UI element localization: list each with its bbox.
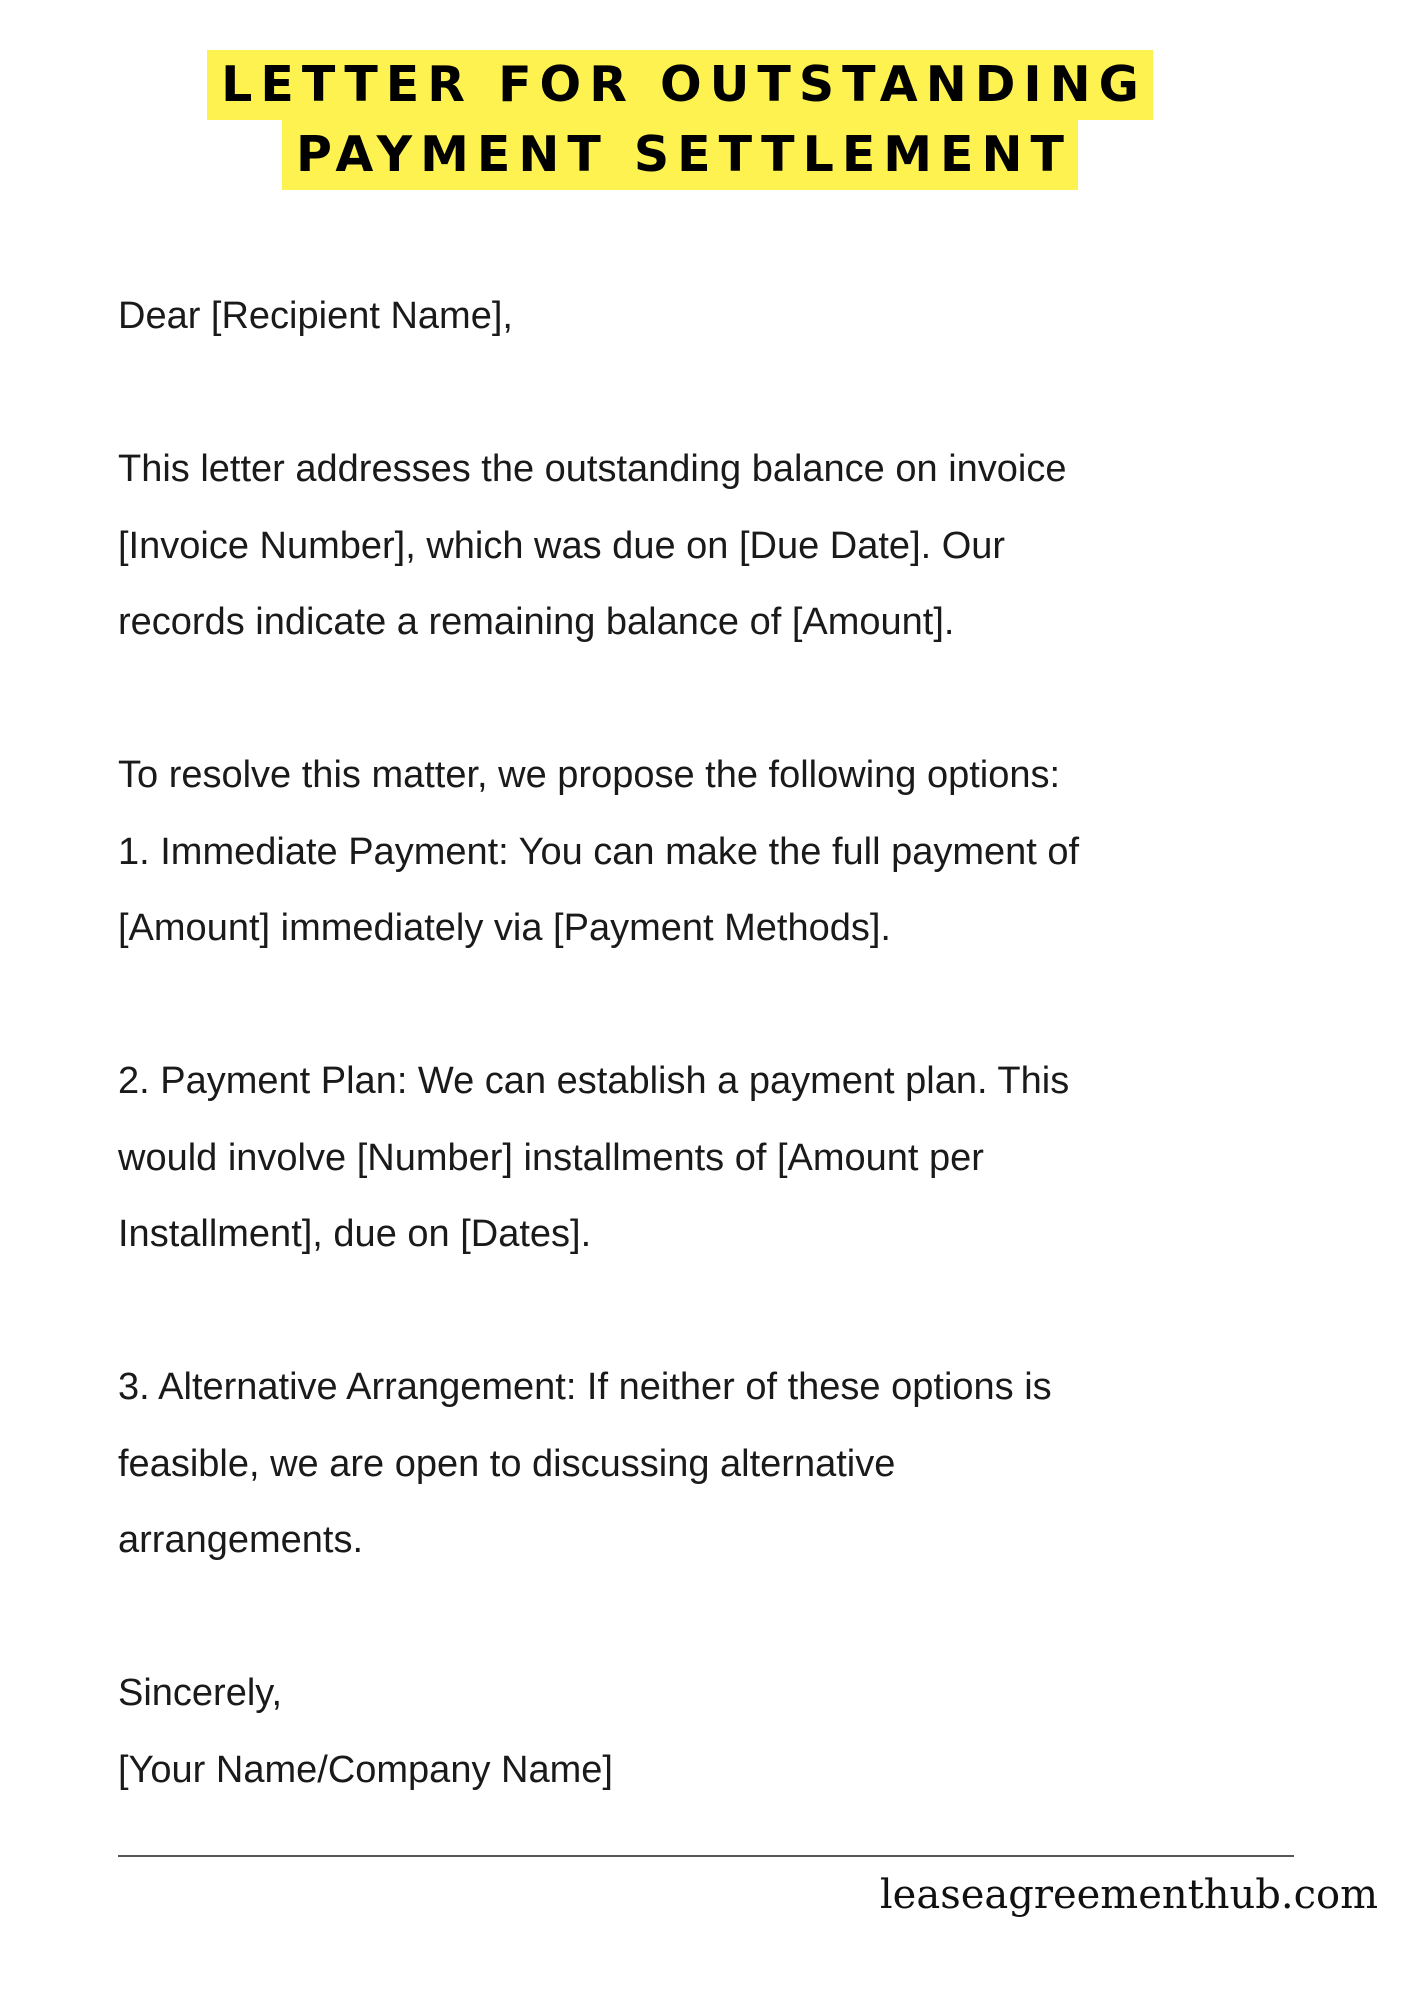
option-1-line: [Amount] immediately via [Payment Methods]. [118,907,891,949]
option-3-line: 3. Alternative Arrangement: If neither of these options is [118,1366,1052,1408]
intro-line: [Invoice Number], which was due on [Due Date]. Our [118,524,1006,567]
intro-paragraph [118,431,1348,661]
title-row-1 [0,50,1360,120]
option-3-paragraph [118,1349,1348,1579]
title-row-2 [0,120,1360,190]
footer-divider [118,1855,1294,1857]
closing: Sincerely, [118,1672,283,1714]
paragraph-gap [118,661,1348,738]
paragraph-gap [118,967,1348,1044]
signature: [Your Name/Company Name] [118,1748,613,1791]
intro-line: This letter addresses the outstanding balance on invoice [118,448,1067,490]
paragraph-gap [118,355,1348,432]
title-line-1: LETTER FOR OUTSTANDING [207,50,1153,120]
intro-line: records indicate a remaining balance of [Amount]. [118,601,955,643]
option-3-line: feasible, we are open to discussing alternative [118,1442,896,1485]
paragraph-gap [118,1273,1348,1350]
letter-body [118,278,1348,1808]
title-line-2: PAYMENT SETTLEMENT [282,120,1078,190]
option-2-line: Installment], due on [Dates]. [118,1213,592,1255]
option-1-line: 1. Immediate Payment: You can make the full payment of [118,830,1080,873]
option-2-line: 2. Payment Plan: We can establish a payment plan. This [118,1060,1070,1102]
options-intro: To resolve this matter, we propose the following options: [118,754,1061,796]
document-title [0,50,1360,190]
salutation: Dear [Recipient Name], [118,295,513,337]
option-2-line: would involve [Number] installments of [Amount per [118,1136,984,1179]
footer-website[interactable]: leaseagreementhub.com [879,1872,1378,1918]
option-3-line: arrangements. [118,1519,364,1561]
paragraph-gap [118,1579,1348,1656]
options-paragraph [118,737,1348,967]
option-2-paragraph [118,1043,1348,1273]
